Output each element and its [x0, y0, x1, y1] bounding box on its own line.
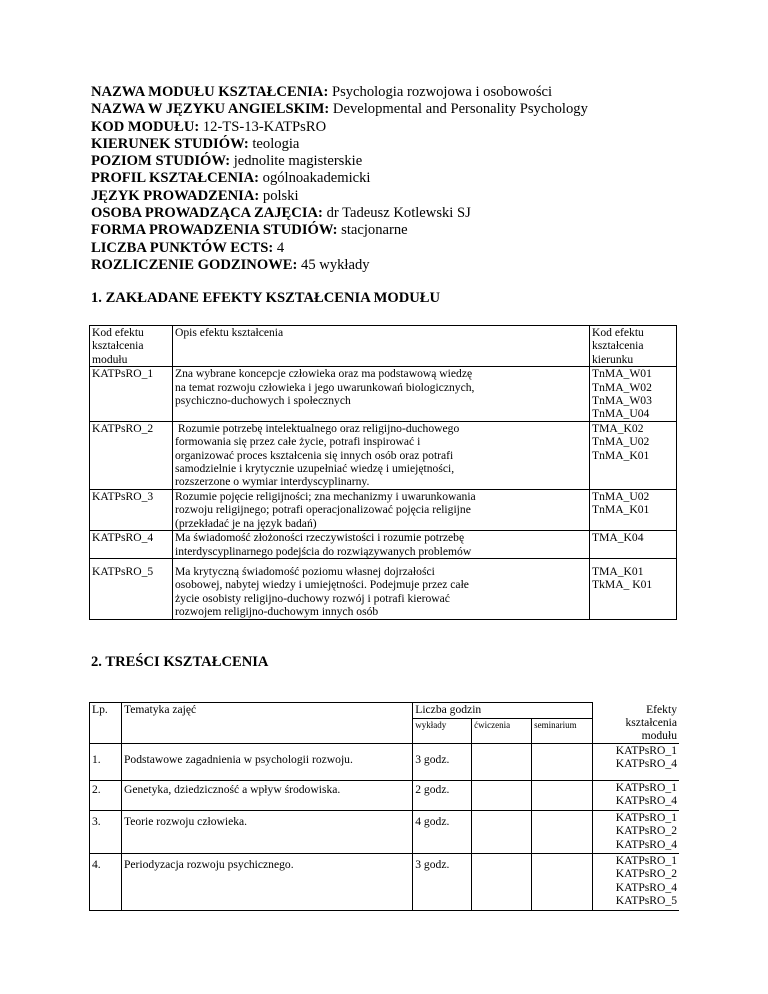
text-line: kształcenia	[92, 339, 144, 353]
outcome-code	[90, 531, 173, 559]
text-line: TnMA_K01	[592, 448, 650, 462]
row-effects	[593, 853, 679, 910]
text-line: modułu	[641, 729, 677, 743]
module-metadata	[91, 84, 588, 274]
header-lp: Lp.	[90, 703, 122, 744]
outcome-field-codes	[590, 367, 677, 422]
table-row	[90, 367, 677, 422]
header-effects	[593, 703, 679, 744]
text-line: na temat rozwoju człowieka i jego uwarunkowań biologicznych,	[175, 380, 475, 394]
row-exercise-hours	[472, 743, 532, 780]
header-topic: Tematyka zajęć	[121, 703, 412, 744]
outcome-field-codes	[590, 421, 677, 489]
row-seminar-hours	[532, 853, 593, 910]
row-seminar-hours	[532, 810, 593, 853]
meta-row-profile: PROFIL KSZTAŁCENIA: ogólnoakademicki	[91, 170, 371, 187]
text-line: KATPsRO_1	[615, 853, 677, 867]
text-line: TnMA_W02	[592, 380, 652, 394]
meta-row-field-of-study: KIERUNEK STUDIÓW: teologia	[91, 135, 300, 152]
text-line: KATPsRO_2	[615, 824, 677, 838]
row-exercise-hours	[472, 853, 532, 910]
text-line: modułu	[92, 352, 128, 366]
text-line: TkMA_ K01	[592, 578, 653, 592]
table-row	[90, 421, 677, 489]
row-seminar-hours	[532, 780, 593, 810]
row-lp: 1.	[90, 743, 122, 780]
text-line: TnMA_U02	[592, 489, 650, 503]
text-line: samodzielnie i krytycznie uzupełniać wiedzę i umiejętności,	[175, 462, 455, 476]
header-module-code	[90, 326, 173, 367]
table-row	[90, 780, 680, 810]
outcome-description	[173, 421, 590, 489]
meta-row-lecturer: OSOBA PROWADZĄCA ZAJĘCIA: dr Tadeusz Kotlewski SJ	[91, 205, 471, 222]
header-description	[173, 326, 590, 367]
text-line: (przekładać je na język badań)	[175, 516, 317, 530]
text-line: TnMA_U04	[592, 407, 650, 421]
row-topic: Teorie rozwoju człowieka.	[121, 810, 412, 853]
text-line: KATPsRO_4	[615, 880, 677, 894]
outcome-code	[90, 489, 173, 530]
text-line: formowania się przez całe życie, potrafi inspirować i	[175, 435, 421, 449]
table-row	[90, 489, 677, 530]
row-lp: 2.	[90, 780, 122, 810]
text-line: KATPsRO_1	[615, 780, 677, 794]
text-line: KATPsRO_4	[92, 531, 154, 545]
outcome-field-codes	[590, 489, 677, 530]
text-line: KATPsRO_3	[92, 489, 154, 503]
row-topic: Genetyka, dziedziczność a wpływ środowiska.	[121, 780, 412, 810]
text-line: KATPsRO_1	[615, 810, 677, 824]
outcome-description	[173, 367, 590, 422]
table-row	[90, 531, 677, 559]
meta-row-language: JĘZYK PROWADZENIA: polski	[91, 187, 299, 204]
text-line: Efekty	[646, 702, 677, 716]
text-line: TMA_K04	[592, 531, 644, 545]
row-lecture-hours: 3 godz.	[413, 743, 472, 780]
row-topic: Podstawowe zagadnienia w psychologii rozwoju.	[121, 743, 412, 780]
text-line: TnMA_U02	[592, 435, 650, 449]
text-line: TMA_K02	[592, 421, 644, 435]
text-line: TMA_K01	[592, 564, 644, 578]
table-row	[90, 853, 680, 910]
table-row	[90, 558, 677, 619]
row-effects	[593, 810, 679, 853]
outcome-code	[90, 367, 173, 422]
text-line: psychiczno-duchowych i społecznych	[175, 394, 351, 408]
text-line: KATPsRO_5	[92, 564, 154, 578]
meta-row-english-name: NAZWA W JĘZYKU ANGIELSKIM: Developmental and Personality Psychology	[91, 101, 588, 118]
text-line: kierunku	[592, 352, 634, 366]
text-line: Kod efektu	[92, 326, 144, 339]
row-effects	[593, 780, 679, 810]
text-line: Rozumie pojęcie religijności; zna mechanizmy i uwarunkowania	[175, 489, 476, 503]
text-line: organizować proces kształcenia się innych osób oraz potrafi	[175, 448, 454, 462]
header-lecture: wykłady	[413, 718, 472, 743]
text-line: KATPsRO_2	[92, 421, 154, 435]
text-line: Kod efektu	[592, 326, 644, 339]
text-line: rozwoju religijnego; potrafi operacjonalizować pojęcia religijne	[175, 503, 471, 517]
text-line: rozwojem religijno-duchowym innych osób	[175, 605, 379, 619]
text-line: TnMA_W03	[592, 394, 652, 408]
row-exercise-hours	[472, 810, 532, 853]
text-line: Ma krytyczną świadomość poziomu własnej dojrzałości	[175, 564, 435, 578]
learning-outcomes-table	[89, 325, 677, 620]
text-line: KATPsRO_1	[92, 367, 154, 381]
outcome-description	[173, 489, 590, 530]
text-line: kształcenia	[625, 715, 677, 729]
text-line: kształcenia	[592, 339, 644, 353]
text-line: życie osobisty religijno-duchowy rozwój i potrafi kierować	[175, 591, 450, 605]
text-line: KATPsRO_2	[615, 867, 677, 881]
text-line: Zna wybrane koncepcje człowieka oraz ma podstawową wiedzę	[175, 367, 473, 381]
text-line: KATPsRO_5	[615, 893, 677, 907]
header-seminar: seminarium	[532, 718, 593, 743]
text-line: KATPsRO_1	[615, 743, 677, 757]
outcome-description	[173, 558, 590, 619]
row-lecture-hours: 3 godz.	[413, 853, 472, 910]
section-1-heading: 1. ZAKŁADANE EFEKTY KSZTAŁCENIA MODUŁU	[91, 290, 441, 306]
text-line: osobowej, nabytej wiedzy i umiejętności. Podejmuje przez całe	[175, 578, 469, 592]
header-hours: Liczba godzin	[413, 703, 593, 719]
text-line: Opis efektu kształcenia	[175, 326, 284, 339]
outcome-field-codes	[590, 531, 677, 559]
outcome-code	[90, 421, 173, 489]
outcome-description	[173, 531, 590, 559]
row-effects	[593, 743, 679, 780]
meta-row-hours: ROZLICZENIE GODZINOWE: 45 wykłady	[91, 256, 370, 273]
outcome-code	[90, 558, 173, 619]
row-lp: 4.	[90, 853, 122, 910]
text-line: TnMA_K01	[592, 503, 650, 517]
row-lecture-hours: 4 godz.	[413, 810, 472, 853]
course-content-table	[89, 702, 679, 911]
text-line: TnMA_W01	[592, 367, 652, 381]
table-row	[90, 743, 680, 780]
row-topic: Periodyzacja rozwoju psychicznego.	[121, 853, 412, 910]
row-lecture-hours: 2 godz.	[413, 780, 472, 810]
meta-row-ects: LICZBA PUNKTÓW ECTS: 4	[91, 239, 285, 256]
text-line: Ma świadomość złożoności rzeczywistości i rozumie potrzebę	[175, 531, 465, 545]
row-lp: 3.	[90, 810, 122, 853]
meta-row-study-level: POZIOM STUDIÓW: jednolite magisterskie	[91, 153, 363, 170]
meta-row-module-code: KOD MODUŁU: 12-TS-13-KATPsRO	[91, 118, 327, 135]
text-line: KATPsRO_4	[615, 837, 677, 851]
text-line: rozszerzone o wymiar interdyscyplinarny.	[175, 475, 370, 489]
outcome-field-codes	[590, 558, 677, 619]
meta-row-module-name: NAZWA MODUŁU KSZTAŁCENIA: Psychologia rozwojowa i osobowości	[91, 84, 553, 100]
text-line: KATPsRO_4	[615, 794, 677, 808]
header-field-code	[590, 326, 677, 367]
text-line: interdyscyplinarnego podejścia do rozwiązywanych problemów	[175, 544, 472, 558]
text-line: Rozumie potrzebę intelektualnego oraz religijno-duchowego	[175, 421, 460, 435]
row-exercise-hours	[472, 780, 532, 810]
table-row	[90, 810, 680, 853]
header-exercises: ćwiczenia	[472, 718, 532, 743]
text-line: KATPsRO_4	[615, 757, 677, 771]
row-seminar-hours	[532, 743, 593, 780]
table-header-row	[90, 326, 677, 367]
table-header-row	[90, 703, 680, 719]
meta-row-study-form: FORMA PROWADZENIA STUDIÓW: stacjonarne	[91, 222, 408, 239]
section-2-heading: 2. TREŚCI KSZTAŁCENIA	[91, 654, 269, 670]
